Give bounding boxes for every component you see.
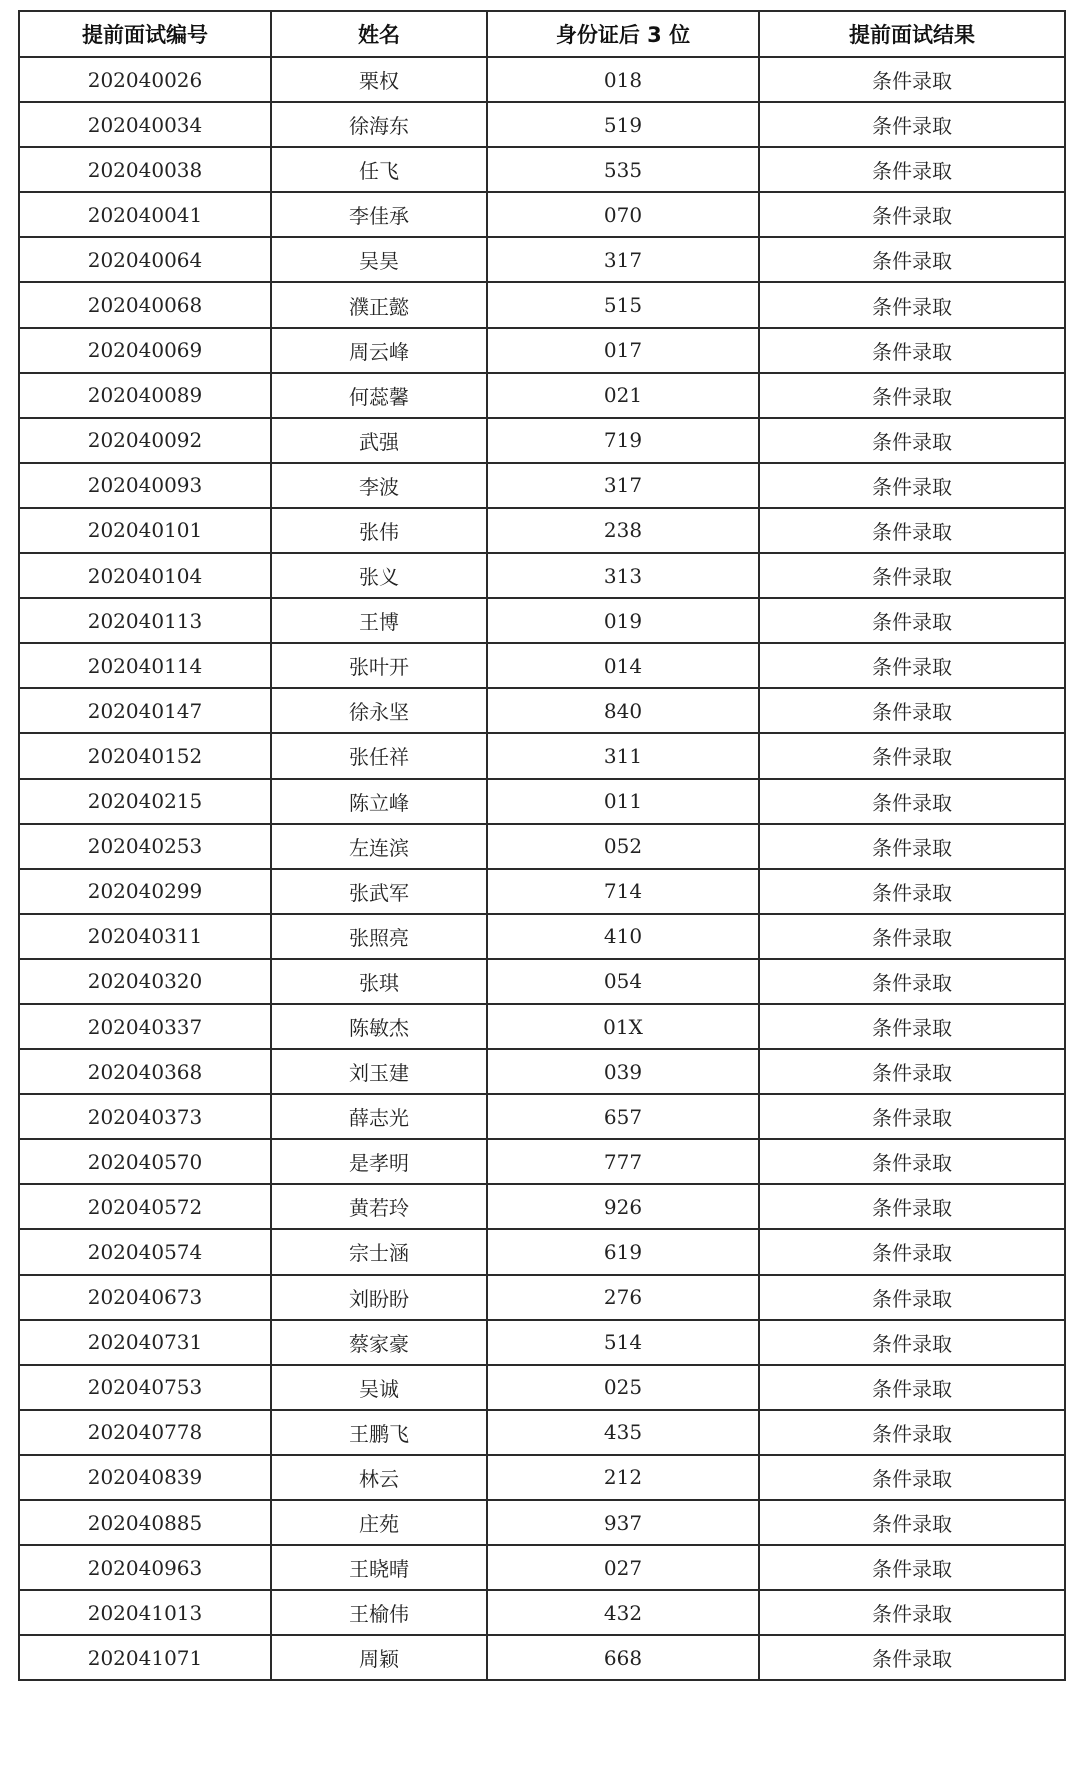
cell-name: 李波 [271, 463, 487, 508]
cell-name: 林云 [271, 1455, 487, 1500]
table-row [19, 508, 1065, 553]
table-row [19, 1455, 1065, 1500]
cell-interview-result: 条件录取 [759, 192, 1065, 237]
cell-id-last-3: 410 [487, 914, 759, 959]
cell-name: 左连滨 [271, 824, 487, 869]
cell-name: 陈立峰 [271, 779, 487, 824]
cell-interview-result: 条件录取 [759, 102, 1065, 147]
cell-interview-result: 条件录取 [759, 1545, 1065, 1590]
cell-interview-result: 条件录取 [759, 1590, 1065, 1635]
table-row [19, 1229, 1065, 1274]
cell-interview-number: 202040215 [19, 779, 271, 824]
cell-interview-result: 条件录取 [759, 733, 1065, 778]
table-row [19, 192, 1065, 237]
cell-id-last-3: 840 [487, 688, 759, 733]
cell-id-last-3: 535 [487, 147, 759, 192]
cell-interview-result: 条件录取 [759, 779, 1065, 824]
table-row [19, 1365, 1065, 1410]
cell-name: 栗权 [271, 57, 487, 102]
cell-name: 王博 [271, 598, 487, 643]
table-row [19, 1184, 1065, 1229]
header-id-last-3: 身份证后 3 位 [487, 11, 759, 57]
cell-interview-result: 条件录取 [759, 1139, 1065, 1184]
cell-id-last-3: 276 [487, 1275, 759, 1320]
cell-interview-number: 202041071 [19, 1635, 271, 1680]
cell-interview-result: 条件录取 [759, 1320, 1065, 1365]
cell-name: 李佳承 [271, 192, 487, 237]
cell-name: 张琪 [271, 959, 487, 1004]
cell-interview-number: 202040034 [19, 102, 271, 147]
cell-name: 周颖 [271, 1635, 487, 1680]
cell-id-last-3: 435 [487, 1410, 759, 1455]
cell-name: 徐永坚 [271, 688, 487, 733]
cell-name: 徐海东 [271, 102, 487, 147]
cell-name: 是孝明 [271, 1139, 487, 1184]
header-interview-result: 提前面试结果 [759, 11, 1065, 57]
table-row [19, 959, 1065, 1004]
cell-id-last-3: 926 [487, 1184, 759, 1229]
table-row [19, 282, 1065, 327]
cell-interview-result: 条件录取 [759, 508, 1065, 553]
cell-interview-number: 202040885 [19, 1500, 271, 1545]
cell-id-last-3: 714 [487, 869, 759, 914]
cell-id-last-3: 515 [487, 282, 759, 327]
cell-interview-result: 条件录取 [759, 643, 1065, 688]
cell-interview-number: 202040572 [19, 1184, 271, 1229]
cell-interview-number: 202040038 [19, 147, 271, 192]
cell-interview-number: 202040069 [19, 328, 271, 373]
cell-name: 庄苑 [271, 1500, 487, 1545]
table-row [19, 328, 1065, 373]
cell-interview-result: 条件录取 [759, 328, 1065, 373]
cell-id-last-3: 014 [487, 643, 759, 688]
table-row [19, 1545, 1065, 1590]
cell-interview-number: 202040041 [19, 192, 271, 237]
cell-interview-result: 条件录取 [759, 688, 1065, 733]
table-row [19, 733, 1065, 778]
cell-interview-number: 202040368 [19, 1049, 271, 1094]
table-row [19, 1590, 1065, 1635]
cell-name: 张伟 [271, 508, 487, 553]
cell-interview-result: 条件录取 [759, 869, 1065, 914]
table-body [19, 57, 1065, 1680]
cell-interview-number: 202040093 [19, 463, 271, 508]
cell-interview-result: 条件录取 [759, 147, 1065, 192]
cell-name: 张武军 [271, 869, 487, 914]
cell-interview-number: 202040337 [19, 1004, 271, 1049]
cell-id-last-3: 238 [487, 508, 759, 553]
cell-name: 刘玉建 [271, 1049, 487, 1094]
table-row [19, 1004, 1065, 1049]
cell-name: 刘盼盼 [271, 1275, 487, 1320]
cell-interview-number: 202040064 [19, 237, 271, 282]
cell-interview-number: 202040089 [19, 373, 271, 418]
cell-interview-result: 条件录取 [759, 1184, 1065, 1229]
table-row [19, 1275, 1065, 1320]
header-row [19, 11, 1065, 57]
table-row [19, 1049, 1065, 1094]
table-row [19, 598, 1065, 643]
cell-interview-result: 条件录取 [759, 373, 1065, 418]
cell-name: 陈敏杰 [271, 1004, 487, 1049]
cell-id-last-3: 027 [487, 1545, 759, 1590]
cell-interview-number: 202040104 [19, 553, 271, 598]
cell-id-last-3: 668 [487, 1635, 759, 1680]
cell-name: 蔡家豪 [271, 1320, 487, 1365]
cell-id-last-3: 011 [487, 779, 759, 824]
cell-name: 吴昊 [271, 237, 487, 282]
table-row [19, 57, 1065, 102]
cell-id-last-3: 052 [487, 824, 759, 869]
cell-interview-number: 202041013 [19, 1590, 271, 1635]
cell-interview-number: 202040570 [19, 1139, 271, 1184]
cell-id-last-3: 432 [487, 1590, 759, 1635]
cell-id-last-3: 017 [487, 328, 759, 373]
cell-name: 王榆伟 [271, 1590, 487, 1635]
cell-interview-number: 202040963 [19, 1545, 271, 1590]
header-interview-number: 提前面试编号 [19, 11, 271, 57]
cell-id-last-3: 937 [487, 1500, 759, 1545]
cell-interview-number: 202040731 [19, 1320, 271, 1365]
table-row [19, 779, 1065, 824]
cell-name: 张照亮 [271, 914, 487, 959]
cell-interview-number: 202040839 [19, 1455, 271, 1500]
cell-interview-result: 条件录取 [759, 914, 1065, 959]
cell-name: 武强 [271, 418, 487, 463]
table-row [19, 102, 1065, 147]
table-row [19, 418, 1065, 463]
cell-interview-number: 202040114 [19, 643, 271, 688]
cell-id-last-3: 317 [487, 463, 759, 508]
cell-interview-result: 条件录取 [759, 1635, 1065, 1680]
cell-id-last-3: 519 [487, 102, 759, 147]
table-row [19, 869, 1065, 914]
cell-name: 濮正懿 [271, 282, 487, 327]
cell-name: 张任祥 [271, 733, 487, 778]
cell-interview-result: 条件录取 [759, 598, 1065, 643]
cell-id-last-3: 777 [487, 1139, 759, 1184]
admission-results-table [18, 10, 1066, 1681]
table-row [19, 237, 1065, 282]
cell-interview-result: 条件录取 [759, 463, 1065, 508]
cell-interview-result: 条件录取 [759, 1049, 1065, 1094]
table-row [19, 824, 1065, 869]
cell-interview-result: 条件录取 [759, 1500, 1065, 1545]
cell-id-last-3: 070 [487, 192, 759, 237]
cell-interview-result: 条件录取 [759, 1410, 1065, 1455]
cell-id-last-3: 019 [487, 598, 759, 643]
cell-interview-number: 202040673 [19, 1275, 271, 1320]
cell-id-last-3: 018 [487, 57, 759, 102]
table-row [19, 147, 1065, 192]
table-row [19, 373, 1065, 418]
cell-interview-result: 条件录取 [759, 282, 1065, 327]
cell-id-last-3: 039 [487, 1049, 759, 1094]
cell-id-last-3: 311 [487, 733, 759, 778]
table-row [19, 1320, 1065, 1365]
table-row [19, 553, 1065, 598]
table-row [19, 1410, 1065, 1455]
cell-interview-result: 条件录取 [759, 57, 1065, 102]
cell-interview-number: 202040026 [19, 57, 271, 102]
table-row [19, 914, 1065, 959]
cell-interview-result: 条件录取 [759, 418, 1065, 463]
cell-name: 宗士涵 [271, 1229, 487, 1274]
cell-id-last-3: 01X [487, 1004, 759, 1049]
table-header [19, 11, 1065, 57]
table-row [19, 463, 1065, 508]
cell-name: 王晓晴 [271, 1545, 487, 1590]
cell-interview-result: 条件录取 [759, 1365, 1065, 1410]
cell-name: 张义 [271, 553, 487, 598]
cell-interview-result: 条件录取 [759, 1275, 1065, 1320]
table-row [19, 1500, 1065, 1545]
cell-id-last-3: 619 [487, 1229, 759, 1274]
cell-id-last-3: 657 [487, 1094, 759, 1139]
cell-interview-number: 202040147 [19, 688, 271, 733]
cell-id-last-3: 021 [487, 373, 759, 418]
table-row [19, 1635, 1065, 1680]
cell-id-last-3: 025 [487, 1365, 759, 1410]
cell-interview-number: 202040574 [19, 1229, 271, 1274]
cell-interview-number: 202040753 [19, 1365, 271, 1410]
cell-interview-number: 202040152 [19, 733, 271, 778]
cell-interview-number: 202040253 [19, 824, 271, 869]
cell-id-last-3: 054 [487, 959, 759, 1004]
cell-interview-number: 202040778 [19, 1410, 271, 1455]
table-row [19, 688, 1065, 733]
cell-id-last-3: 719 [487, 418, 759, 463]
cell-interview-number: 202040092 [19, 418, 271, 463]
cell-interview-number: 202040299 [19, 869, 271, 914]
cell-name: 王鹏飞 [271, 1410, 487, 1455]
cell-interview-result: 条件录取 [759, 553, 1065, 598]
table-row [19, 643, 1065, 688]
cell-name: 任飞 [271, 147, 487, 192]
cell-interview-number: 202040373 [19, 1094, 271, 1139]
cell-interview-result: 条件录取 [759, 959, 1065, 1004]
cell-name: 何蕊馨 [271, 373, 487, 418]
cell-name: 周云峰 [271, 328, 487, 373]
cell-name: 张叶开 [271, 643, 487, 688]
cell-interview-number: 202040311 [19, 914, 271, 959]
cell-name: 薛志光 [271, 1094, 487, 1139]
table-row [19, 1094, 1065, 1139]
cell-interview-result: 条件录取 [759, 1004, 1065, 1049]
cell-name: 黄若玲 [271, 1184, 487, 1229]
header-name: 姓名 [271, 11, 487, 57]
cell-interview-number: 202040320 [19, 959, 271, 1004]
table-row [19, 1139, 1065, 1184]
cell-interview-result: 条件录取 [759, 1229, 1065, 1274]
cell-interview-result: 条件录取 [759, 237, 1065, 282]
cell-interview-number: 202040068 [19, 282, 271, 327]
cell-interview-number: 202040101 [19, 508, 271, 553]
cell-name: 吴诚 [271, 1365, 487, 1410]
cell-interview-result: 条件录取 [759, 1094, 1065, 1139]
cell-id-last-3: 212 [487, 1455, 759, 1500]
cell-id-last-3: 514 [487, 1320, 759, 1365]
cell-interview-result: 条件录取 [759, 824, 1065, 869]
cell-id-last-3: 317 [487, 237, 759, 282]
cell-interview-number: 202040113 [19, 598, 271, 643]
cell-interview-result: 条件录取 [759, 1455, 1065, 1500]
cell-id-last-3: 313 [487, 553, 759, 598]
